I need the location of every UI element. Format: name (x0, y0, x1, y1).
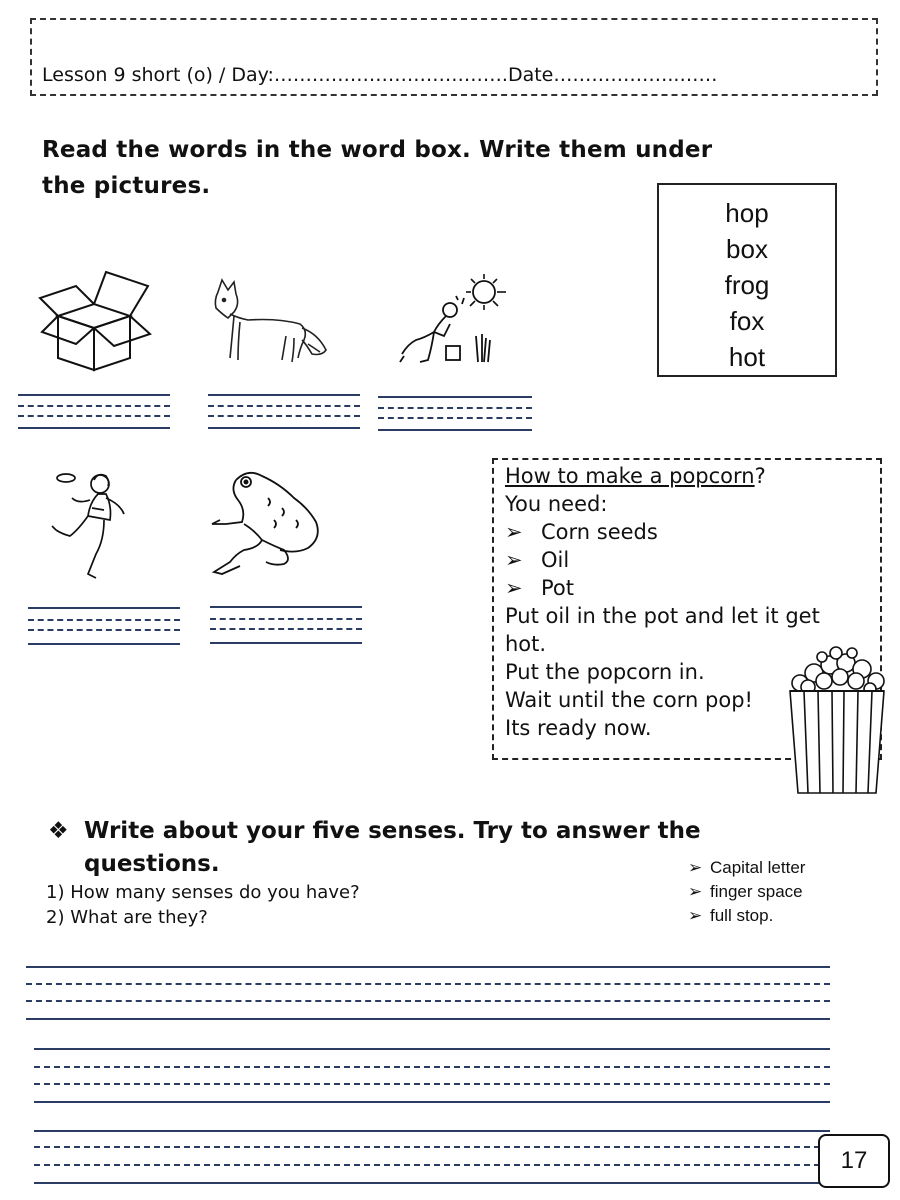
recipe-step: Its ready now. (505, 716, 652, 740)
arrow-bullet-icon: ➢ (688, 906, 703, 925)
checklist (688, 856, 805, 928)
word-hop: hop (725, 198, 769, 228)
arrow-bullet-icon: ➢ (688, 882, 703, 901)
senses-questions (46, 880, 360, 930)
write-line-hot[interactable] (378, 396, 532, 436)
diamond-bullet-icon: ❖ (48, 818, 69, 844)
write-line-senses-2[interactable] (34, 1048, 830, 1106)
lesson-label: Lesson 9 short (o) / Day: (42, 64, 274, 86)
box-picture (36, 266, 154, 374)
arrow-bullet-icon: ➢ (505, 520, 523, 544)
question-1: 1) How many senses do you have? (46, 882, 360, 903)
recipe-title: How to make a popcorn (505, 464, 755, 488)
senses-title (48, 815, 708, 881)
write-line-frog[interactable] (210, 606, 362, 648)
recipe-step: Put the popcorn in. (505, 660, 705, 684)
word-hot: hot (728, 342, 766, 372)
date-blank[interactable]: ………………..…… (553, 64, 718, 86)
hopping-boy-picture (48, 468, 138, 583)
header-line (42, 64, 717, 86)
date-label: Date (507, 64, 554, 86)
recipe-item: ➢ Pot (505, 576, 574, 600)
page-number: 17 (818, 1134, 890, 1188)
word-box-word: box (726, 234, 768, 264)
recipe-need: You need: (505, 492, 608, 516)
write-line-senses-3[interactable] (34, 1130, 830, 1186)
question-2: 2) What are they? (46, 907, 208, 928)
write-line-fox[interactable] (208, 394, 360, 434)
fox-picture (208, 278, 333, 368)
checklist-item: ➢ Capital letter (688, 856, 805, 880)
word-frog: frog (724, 270, 770, 300)
arrow-bullet-icon: ➢ (505, 548, 523, 572)
write-line-senses-1[interactable] (26, 966, 830, 1022)
checklist-item: ➢ full stop. (688, 904, 805, 928)
recipe-item: ➢ Corn seeds (505, 520, 658, 544)
word-box (657, 183, 837, 377)
senses-title-text: Write about your five senses. Try to answer the questions. (84, 818, 701, 877)
recipe-step: Put oil in the pot and let it get hot. (505, 604, 820, 656)
word-fox: fox (729, 306, 765, 336)
arrow-bullet-icon: ➢ (505, 576, 523, 600)
day-blank[interactable]: ………………………………. (273, 64, 508, 86)
recipe-step: Wait until the corn pop! (505, 688, 753, 712)
write-line-hop[interactable] (28, 607, 180, 649)
hot-sun-picture (394, 270, 512, 370)
arrow-bullet-icon: ➢ (688, 858, 703, 877)
write-line-box[interactable] (18, 394, 170, 434)
recipe-item: ➢ Oil (505, 548, 570, 572)
recipe-title-suffix: ? (754, 464, 766, 488)
popcorn-picture (786, 645, 888, 797)
instruction-text: Read the words in the word box. Write them under the pictures. (42, 137, 713, 199)
checklist-item: ➢ finger space (688, 880, 805, 904)
frog-picture (208, 468, 328, 580)
